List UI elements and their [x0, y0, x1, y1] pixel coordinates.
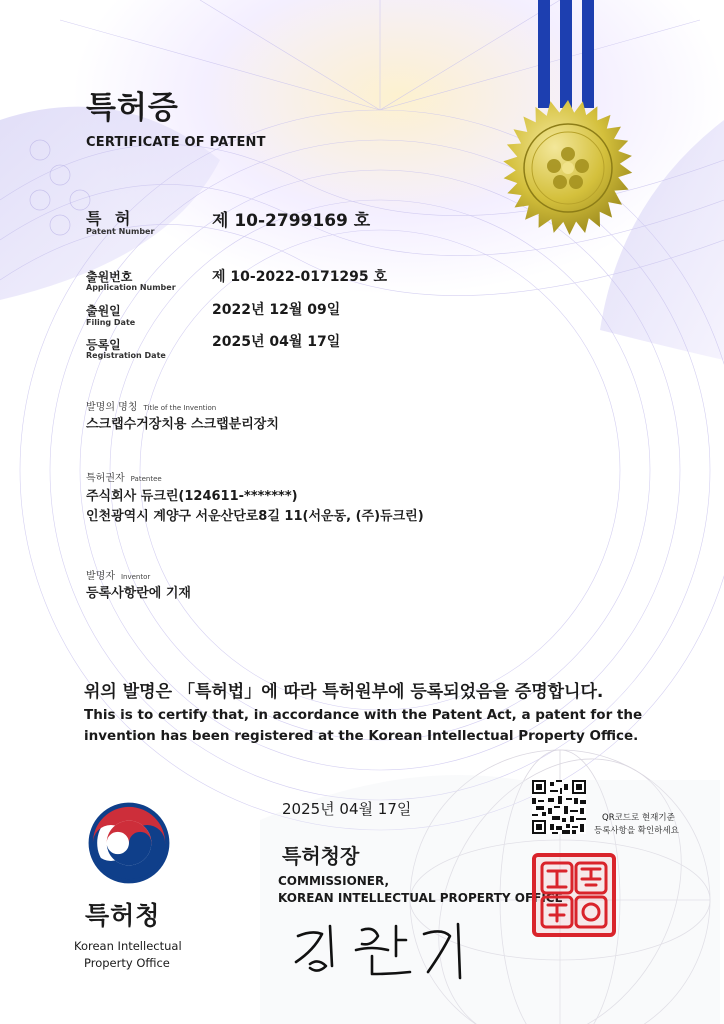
- qr-code: [532, 780, 586, 834]
- qr-caption-line2: 등록사항을 확인하세요: [594, 826, 679, 836]
- stamp-pattern: [536, 857, 612, 933]
- commissioner-title-en-line1: COMMISSIONER,: [278, 874, 390, 888]
- application-number-label-en: Application Number: [86, 283, 176, 292]
- application-number-label-ko: 출원번호: [86, 270, 133, 284]
- issue-date: 2025년 04월 17일: [282, 800, 412, 818]
- taegeuk-logo: [86, 800, 172, 886]
- inventor-value: 등록사항란에 기재: [86, 586, 191, 601]
- invention-label-ko: 발명의 명칭: [86, 402, 138, 413]
- certificate-title-ko: 특허증: [86, 90, 179, 126]
- certificate-title-en: CERTIFICATE OF PATENT: [86, 135, 266, 150]
- filing-date-value: 2022년 12월 09일: [212, 302, 341, 318]
- office-name-en-line2: Property Office: [84, 956, 170, 970]
- invention-title: 스크랩수거장치용 스크랩분리장치: [86, 417, 279, 432]
- office-name-en-line1: Korean Intellectual: [74, 939, 182, 953]
- patentee-address: 인천광역시 계양구 서운산단로8길 11(서운동, (주)듀크린): [86, 509, 424, 524]
- commissioner-title-ko: 특허청장: [282, 844, 360, 868]
- invention-label: [86, 395, 216, 414]
- inventor-label-ko: 발명자: [86, 571, 115, 582]
- patentee-label-en: Patentee: [130, 475, 162, 483]
- certification-en-line2: invention has been registered at the Korean Intellectual Property Office.: [84, 728, 639, 744]
- inventor-label-en: Inventor: [120, 573, 151, 581]
- registration-date-label-en: Registration Date: [86, 351, 166, 360]
- registration-date-value: 2025년 04월 17일: [212, 334, 341, 350]
- commissioner-signature: [292, 916, 472, 986]
- patentee-label: [86, 466, 162, 485]
- official-red-stamp: [532, 853, 616, 937]
- qr-caption-line1: QR코드로 현재기준: [602, 813, 675, 823]
- registration-date-label-ko: 등록일: [86, 338, 121, 352]
- patent-number-label-ko: 특 허: [86, 209, 135, 228]
- certification-ko: 위의 발명은 「특허법」에 따라 특허원부에 등록되었음을 증명합니다.: [84, 682, 604, 702]
- ribbon-stripes: [538, 0, 598, 108]
- patent-number-value: 제 10-2799169 호: [212, 211, 371, 231]
- patent-number-label-en: Patent Number: [86, 227, 155, 236]
- patentee-name: 주식회사 듀크린(124611-*******): [86, 489, 298, 504]
- invention-label-en: Title of the Invention: [143, 404, 217, 412]
- filing-date-label-ko: 출원일: [86, 304, 121, 318]
- office-name-ko: 특허청: [85, 901, 161, 930]
- filing-date-label-en: Filing Date: [86, 318, 136, 327]
- commissioner-title-en-line2: KOREAN INTELLECTUAL PROPERTY OFFICE: [278, 891, 563, 905]
- inventor-label: [86, 564, 150, 583]
- certification-en-line1: This is to certify that, in accordance with the Patent Act, a patent for the: [84, 707, 643, 723]
- gold-seal: [478, 96, 658, 276]
- application-number-value: 제 10-2022-0171295 호: [212, 269, 388, 285]
- patentee-label-ko: 특허권자: [86, 473, 125, 484]
